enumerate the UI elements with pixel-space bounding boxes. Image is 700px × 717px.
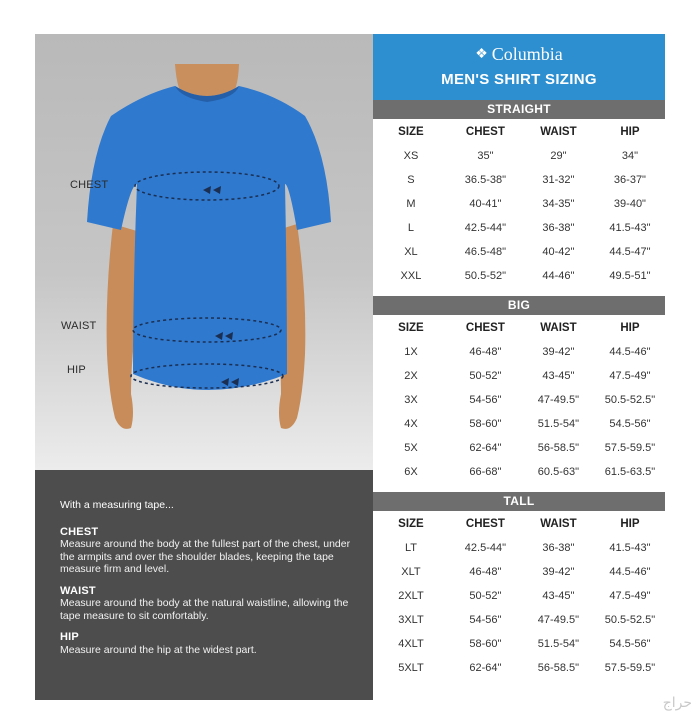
table-row	[373, 608, 665, 632]
table-row	[373, 460, 665, 484]
col-waist: WAIST	[540, 321, 577, 334]
shirt-illustration	[35, 34, 373, 470]
big-table	[373, 315, 665, 484]
straight-section	[373, 100, 665, 296]
table-row	[373, 144, 665, 168]
tshirt-figure	[35, 34, 373, 470]
waist-cell: 44-46"	[542, 270, 575, 282]
chest-cell: 46.5-48"	[464, 246, 507, 258]
straight-heading: STRAIGHT	[373, 100, 665, 119]
chest-cell: 50.5-52"	[464, 270, 507, 282]
chest-cell: 42.5-44"	[464, 222, 507, 234]
table-row	[373, 536, 665, 560]
col-chest: CHEST	[465, 125, 505, 138]
hip-cell: 50.5-52.5"	[604, 394, 656, 406]
hip-cell: 41.5-43"	[609, 222, 651, 234]
waist-instruction-text: Measure around the body at the natural waistline, allowing the tape measure to sit comfortably.	[60, 597, 349, 622]
tall-table	[373, 511, 665, 680]
size-cell: M	[406, 198, 416, 210]
chest-instruction-text: Measure around the body at the fullest part of the chest, under the armpits and over the shoulder blades, keeping the tape measure firm and level.	[60, 538, 351, 575]
chest-cell: 42.5-44"	[464, 542, 507, 554]
hip-instruction-title: HIP	[60, 631, 79, 643]
big-heading: BIG	[373, 296, 665, 315]
table-row	[373, 388, 665, 412]
hip-cell: 44.5-47"	[609, 246, 651, 258]
col-chest: CHEST	[465, 321, 505, 334]
chest-cell: 62-64"	[469, 442, 502, 454]
hip-cell: 44.5-46"	[609, 346, 651, 358]
hip-cell: 39-40"	[613, 198, 646, 210]
waist-cell: 60.5-63"	[537, 466, 580, 478]
chest-cell: 40-41"	[469, 198, 502, 210]
size-tables	[373, 34, 665, 700]
waist-cell: 56-58.5"	[537, 442, 580, 454]
chest-cell: 58-60"	[469, 638, 502, 650]
table-header-row	[373, 511, 665, 536]
waist-cell: 56-58.5"	[537, 662, 580, 674]
brand-logo	[373, 44, 665, 65]
size-cell: S	[407, 174, 415, 186]
table-header-row	[373, 119, 665, 144]
watermark: حراج	[662, 694, 692, 710]
waist-cell: 47-49.5"	[537, 394, 580, 406]
col-hip: HIP	[620, 125, 640, 138]
hip-cell: 50.5-52.5"	[604, 614, 656, 626]
waist-cell: 39-42"	[542, 566, 575, 578]
size-cell: XXL	[400, 270, 422, 282]
brand-header	[373, 34, 665, 100]
col-size: SIZE	[398, 517, 424, 530]
size-cell: 1X	[404, 346, 418, 358]
size-cell: 6X	[404, 466, 418, 478]
table-row	[373, 632, 665, 656]
hip-cell: 54.5-56"	[609, 638, 651, 650]
instructions-intro: With a measuring tape...	[60, 499, 174, 511]
waist-cell: 51.5-54"	[537, 638, 580, 650]
table-row	[373, 340, 665, 364]
size-cell: 5XLT	[398, 662, 424, 674]
size-cell: 4XLT	[398, 638, 424, 650]
chest-cell: 50-52"	[469, 590, 502, 602]
waist-cell: 29"	[550, 150, 567, 162]
table-row	[373, 412, 665, 436]
chest-cell: 66-68"	[469, 466, 502, 478]
size-cell: XLT	[401, 566, 421, 578]
size-cell: 2XLT	[398, 590, 424, 602]
table-header-row	[373, 315, 665, 340]
table-row	[373, 216, 665, 240]
chest-cell: 46-48"	[469, 566, 502, 578]
waist-cell: 34-35"	[542, 198, 575, 210]
hip-instruction-text: Measure around the hip at the widest part.	[60, 643, 257, 656]
table-row	[373, 192, 665, 216]
chest-cell: 54-56"	[469, 614, 502, 626]
measuring-instructions	[35, 470, 373, 700]
size-cell: 5X	[404, 442, 418, 454]
waist-cell: 51.5-54"	[537, 418, 580, 430]
size-cell: 2X	[404, 370, 418, 382]
hip-cell: 36-37"	[613, 174, 646, 186]
waist-cell: 31-32"	[542, 174, 575, 186]
size-cell: LT	[404, 542, 417, 554]
col-size: SIZE	[398, 321, 424, 334]
callout-hip: HIP	[67, 364, 86, 376]
chest-cell: 58-60"	[469, 418, 502, 430]
size-cell: XS	[403, 150, 419, 162]
waist-instruction	[60, 585, 353, 623]
big-section	[373, 296, 665, 492]
size-cell: 3XLT	[398, 614, 424, 626]
table-row	[373, 264, 665, 288]
size-chart-sheet	[35, 34, 665, 700]
hip-cell: 54.5-56"	[609, 418, 651, 430]
size-cell: 4X	[404, 418, 418, 430]
size-cell: L	[407, 222, 415, 234]
col-hip: HIP	[620, 321, 640, 334]
size-cell: XL	[404, 246, 418, 258]
tall-section	[373, 492, 665, 680]
table-row	[373, 364, 665, 388]
chart-title: MEN'S SHIRT SIZING	[441, 71, 597, 88]
callout-waist: WAIST	[61, 320, 97, 332]
waist-cell: 36-38"	[542, 222, 575, 234]
hip-cell: 57.5-59.5"	[604, 442, 656, 454]
brand-name: Columbia	[491, 44, 563, 64]
straight-table	[373, 119, 665, 288]
hip-cell: 34"	[621, 150, 639, 162]
col-waist: WAIST	[540, 517, 577, 530]
table-row	[373, 656, 665, 680]
waist-instruction-title: WAIST	[60, 584, 96, 597]
waist-cell: 43-45"	[542, 370, 575, 382]
waist-cell: 36-38"	[542, 542, 575, 554]
table-row	[373, 168, 665, 192]
table-row	[373, 436, 665, 460]
hip-cell: 47.5-49"	[609, 590, 651, 602]
chest-cell: 62-64"	[469, 662, 502, 674]
chest-cell: 35"	[477, 150, 494, 162]
hip-cell: 57.5-59.5"	[604, 662, 656, 674]
col-chest: CHEST	[465, 517, 505, 530]
chest-cell: 50-52"	[469, 370, 502, 382]
hip-cell: 41.5-43"	[609, 542, 651, 554]
table-row	[373, 240, 665, 264]
waist-cell: 39-42"	[542, 346, 575, 358]
waist-cell: 43-45"	[542, 590, 575, 602]
chest-cell: 36.5-38"	[464, 174, 507, 186]
chest-cell: 54-56"	[469, 394, 502, 406]
hip-cell: 47.5-49"	[609, 370, 651, 382]
col-hip: HIP	[620, 517, 640, 530]
size-cell: 3X	[404, 394, 418, 406]
hip-instruction	[60, 631, 353, 656]
hip-cell: 44.5-46"	[609, 566, 651, 578]
col-size: SIZE	[398, 125, 424, 138]
waist-cell: 47-49.5"	[537, 614, 580, 626]
columbia-diamond-icon: ❖	[475, 47, 488, 62]
callout-chest: CHEST	[70, 179, 109, 191]
hip-cell: 49.5-51"	[609, 270, 651, 282]
table-row	[373, 584, 665, 608]
hip-cell: 61.5-63.5"	[604, 466, 656, 478]
chest-instruction-title: CHEST	[60, 525, 99, 538]
waist-cell: 40-42"	[542, 246, 575, 258]
col-waist: WAIST	[540, 125, 577, 138]
chest-instruction	[60, 526, 353, 576]
chest-cell: 46-48"	[469, 346, 502, 358]
table-row	[373, 560, 665, 584]
tall-heading: TALL	[373, 492, 665, 511]
